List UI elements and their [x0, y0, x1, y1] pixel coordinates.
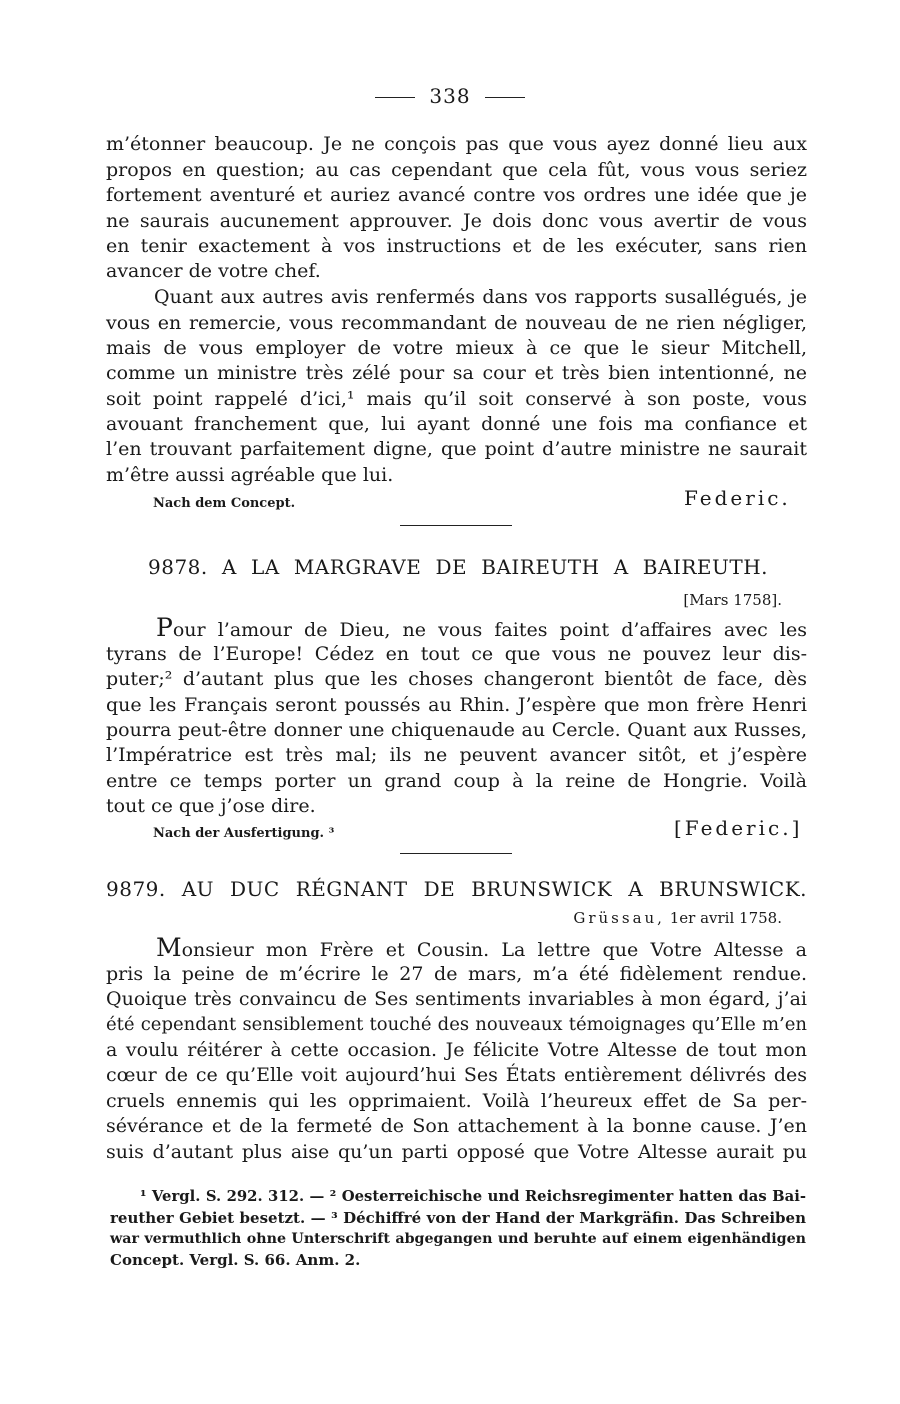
text-line: entre ce temps porter un grand coup à la reine de Hongrie. Voilà — [106, 770, 807, 792]
text-line: soit point rappelé d’ici,¹ mais qu’il soit conservé à son poste, vous — [106, 388, 807, 410]
text-line: propos en question; au cas cependant que cela fût, vous vous seriez — [106, 159, 807, 181]
initial-letter: P — [156, 613, 173, 642]
text-line: avouant franchement que, lui ayant donné une fois ma confiance et — [106, 413, 807, 435]
text-line: pris la peine de m’écrire le 27 de mars, m’a été fidèlement rendue. — [106, 963, 807, 985]
text-line: cœur de ce qu’Elle voit aujourd’hui Ses États entièrement délivrés des — [106, 1064, 807, 1086]
text-line: a voulu réitérer à cette occasion. Je félicite Votre Altesse de tout mon — [106, 1039, 807, 1061]
signature: [Federic.] — [674, 816, 803, 840]
text-line: suis d’autant plus aise qu’un parti opposé que Votre Altesse aurait pu — [106, 1141, 807, 1163]
source-note: Nach der Ausfertigung. ³ — [153, 826, 335, 841]
signature: Federic. — [684, 486, 791, 510]
text-line: comme un ministre très zélé pour sa cour et très bien intentionné, ne — [106, 362, 807, 384]
text-line: l’en trouvant parfaitement digne, que point d’autre ministre ne saurait — [106, 438, 807, 460]
letter-dateline — [573, 909, 782, 927]
text-line: pourra peut-être donner une chiquenaude au Cercle. Quant aux Russes, — [106, 719, 807, 741]
header-dash-right — [485, 97, 525, 98]
page-header — [0, 84, 900, 108]
text-line: sévérance et de la fermeté de Son attachement à la bonne cause. J’en — [106, 1115, 807, 1137]
text-line-first: Monsieur mon Frère et Cousin. La lettre que Votre Altesse a — [156, 933, 807, 962]
footnote-line: ¹ Vergl. S. 292. 312. — ² Oesterreichische und Reichsregimenter hatten das Bai- — [140, 1188, 806, 1205]
text-line: ne saurais aucunement approuver. Je dois donc vous avertir de vous — [106, 210, 807, 232]
header-dash-left — [375, 97, 415, 98]
text-line-first: Pour l’amour de Dieu, ne vous faites point d’affaires avec les — [156, 613, 807, 642]
text-line: que les Français seront poussés au Rhin. J’espère que mon frère Henri — [106, 694, 807, 716]
section-divider — [400, 525, 512, 526]
text-line: mais de vous employer de votre mieux à ce que le sieur Mitchell, — [106, 337, 807, 359]
text-line: vous en remercie, vous recommandant de nouveau de ne rien négliger, — [106, 312, 807, 334]
text-line: fortement aventuré et auriez avancé contre vos ordres une idée que je — [106, 184, 807, 206]
text-line: en tenir exactement à vos instructions et de les exécuter, sans rien — [106, 235, 807, 257]
text-line: été cependant sensiblement touché des nouveaux témoignages qu’Elle m’en — [106, 1014, 807, 1035]
footnote-line: Concept. Vergl. S. 66. Anm. 2. — [110, 1251, 361, 1269]
initial-letter: M — [156, 933, 182, 962]
page-number: 338 — [429, 84, 471, 108]
dateline-place: Grüssau, — [573, 909, 665, 927]
text-line: m’étonner beaucoup. Je ne conçois pas que vous ayez donné lieu aux — [106, 133, 807, 155]
text-line: cruels ennemis qui les opprimaient. Voilà l’heureux effet de Sa per- — [106, 1090, 807, 1112]
text-line: Quoique très convaincu de Ses sentiments invariables à mon égard, j’ai — [106, 988, 807, 1010]
text-line: Quant aux autres avis renfermés dans vos rapports susallégués, je — [154, 286, 807, 308]
text-line: puter;² d’autant plus que les choses changeront bientôt de face, dès — [106, 668, 807, 690]
footnote-line: war vermuthlich ohne Unterschrift abgegangen und beruhte auf einem eigenhändigen — [110, 1231, 806, 1247]
section-divider — [400, 853, 512, 854]
source-note: Nach dem Concept. — [153, 496, 296, 511]
text-line: m’être aussi agréable que lui. — [106, 464, 394, 486]
letter-heading: 9878. A LA MARGRAVE DE BAIREUTH A BAIREUTH. — [148, 555, 768, 579]
footnote-line: reuther Gebiet besetzt. — ³ Déchiffré von der Hand der Markgräfin. Das Schreiben — [110, 1209, 806, 1227]
text-line: tyrans de l’Europe! Cédez en tout ce que vous ne pouvez leur dis- — [106, 643, 807, 665]
text-line: avancer de votre chef. — [106, 260, 321, 282]
dateline-date: 1er avril 1758. — [669, 909, 782, 927]
text-line: l’Impératrice est très mal; ils ne peuvent avancer sitôt, et j’espère — [106, 744, 807, 766]
letter-dateline: [Mars 1758]. — [683, 591, 782, 609]
letter-heading: 9879. AU DUC RÉGNANT DE BRUNSWICK A BRUNSWICK. — [106, 877, 807, 901]
text-line: tout ce que j’ose dire. — [106, 795, 316, 817]
